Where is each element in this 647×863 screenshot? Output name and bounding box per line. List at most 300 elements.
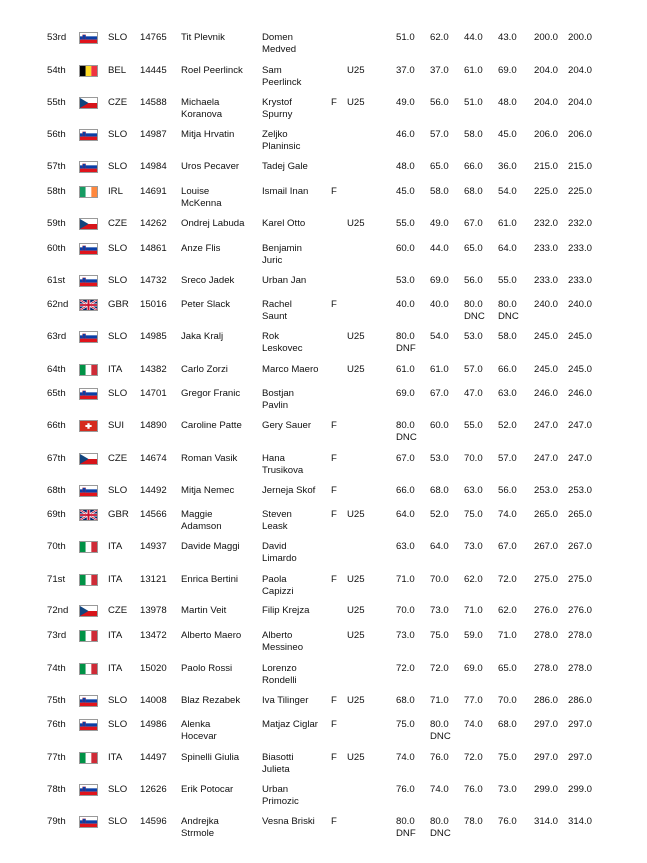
text-line: 69.0 — [430, 275, 449, 286]
text-line: 52.0 — [498, 420, 517, 431]
race-3-score — [464, 420, 483, 432]
text-line: Lorenzo — [262, 663, 297, 674]
race-4-score — [498, 65, 517, 77]
text-line: Pavlin — [262, 400, 289, 411]
nation-code: CZE — [108, 453, 128, 464]
nation-code: GBR — [108, 299, 129, 310]
race-3-score — [464, 605, 483, 617]
text-line: DNC — [498, 311, 519, 322]
race-2-score — [430, 420, 449, 432]
helm-name — [181, 32, 225, 44]
net-score: 267.0 — [568, 541, 593, 552]
text-line: Adamson — [181, 521, 222, 532]
text-line: 43.0 — [498, 32, 517, 43]
crew-name — [262, 32, 296, 56]
race-1-score — [396, 275, 415, 287]
race-2-score — [430, 388, 449, 400]
nation-code: CZE — [108, 605, 128, 616]
text-line: 62.0 — [498, 605, 517, 616]
text-line: Davide Maggi — [181, 541, 240, 552]
race-1-score — [396, 161, 415, 173]
text-line: 70.0 — [464, 453, 483, 464]
race-1-score — [396, 97, 415, 109]
rank-cell: 64th — [47, 364, 66, 375]
text-line: Rok — [262, 331, 280, 342]
sail-number: 14701 — [140, 388, 167, 399]
net-score: 245.0 — [568, 364, 593, 375]
u25-flag: U25 — [347, 509, 365, 520]
text-line: Ondrej Labuda — [181, 218, 245, 229]
text-line: 73.0 — [396, 630, 415, 641]
text-line: Spurny — [262, 109, 293, 120]
nation-code: SLO — [108, 719, 128, 730]
text-line: Benjamin — [262, 243, 302, 254]
text-line: 55.0 — [464, 420, 483, 431]
helm-name — [181, 695, 240, 707]
rank-cell: 72nd — [47, 605, 69, 616]
rank-cell: 69th — [47, 509, 66, 520]
slo-flag — [79, 243, 98, 255]
race-3-score — [464, 364, 483, 376]
total-score: 278.0 — [534, 630, 559, 641]
sail-number: 14890 — [140, 420, 167, 431]
text-line: Alberto Maero — [181, 630, 242, 641]
text-line: Jerneja Skof — [262, 485, 316, 496]
net-score: 232.0 — [568, 218, 593, 229]
race-1-score — [396, 509, 415, 521]
sail-number: 14691 — [140, 186, 167, 197]
text-line: 80.0 — [430, 816, 449, 827]
race-1-score — [396, 485, 415, 497]
ita-flag — [79, 364, 98, 376]
rank-cell: 76th — [47, 719, 66, 730]
text-line: 70.0 — [430, 574, 449, 585]
race-4-score — [498, 752, 517, 764]
net-score: 240.0 — [568, 299, 593, 310]
crew-name — [262, 331, 303, 355]
race-4-score — [498, 275, 517, 287]
crew-name — [262, 388, 294, 412]
net-score: 215.0 — [568, 161, 593, 172]
race-3-score — [464, 485, 483, 497]
crew-name — [262, 65, 301, 89]
crew-name — [262, 243, 302, 267]
text-line: 62.0 — [430, 32, 449, 43]
text-line: 73.0 — [498, 784, 517, 795]
net-score: 297.0 — [568, 719, 593, 730]
helm-name — [181, 574, 238, 586]
race-3-score — [464, 663, 483, 675]
text-line: 48.0 — [498, 97, 517, 108]
nation-code: SLO — [108, 32, 128, 43]
race-3-score — [464, 243, 483, 255]
crew-name — [262, 275, 306, 287]
helm-name — [181, 663, 232, 675]
sail-number: 14566 — [140, 509, 167, 520]
text-line: 57.0 — [464, 364, 483, 375]
net-score: 299.0 — [568, 784, 593, 795]
rank-cell: 73rd — [47, 630, 67, 641]
crew-name — [262, 129, 300, 153]
race-1-score — [396, 364, 415, 376]
total-score: 225.0 — [534, 186, 559, 197]
race-4-score — [498, 453, 517, 465]
nation-code: SLO — [108, 784, 128, 795]
text-line: Peerlinck — [262, 77, 302, 88]
total-score: 253.0 — [534, 485, 559, 496]
text-line: 57.0 — [498, 453, 517, 464]
crew-name — [262, 97, 292, 121]
sail-number: 14732 — [140, 275, 167, 286]
text-line: 52.0 — [430, 509, 449, 520]
sail-number: 14861 — [140, 243, 167, 254]
text-line: Urban Jan — [262, 275, 307, 286]
text-line: 58.0 — [464, 129, 483, 140]
race-1-score — [396, 695, 415, 707]
female-flag: F — [331, 186, 337, 197]
text-line: Koranova — [181, 109, 223, 120]
text-line: 67.0 — [498, 541, 517, 552]
text-line: 73.0 — [464, 541, 483, 552]
net-score: 245.0 — [568, 331, 593, 342]
net-score: 204.0 — [568, 65, 593, 76]
nation-code: SLO — [108, 816, 128, 827]
net-score: 297.0 — [568, 752, 593, 763]
race-2-score — [430, 630, 449, 642]
slo-flag — [79, 388, 98, 400]
race-2-score — [430, 784, 449, 796]
text-line: 66.0 — [396, 485, 415, 496]
text-line: 40.0 — [396, 299, 415, 310]
race-1-score — [396, 663, 415, 675]
text-line: Paola — [262, 574, 287, 585]
text-line: Peter Slack — [181, 299, 231, 310]
cze-flag — [79, 605, 98, 617]
rank-cell: 67th — [47, 453, 66, 464]
female-flag: F — [331, 752, 337, 763]
text-line: Limardo — [262, 553, 297, 564]
sail-number: 13121 — [140, 574, 167, 585]
slo-flag — [79, 695, 98, 707]
cze-flag — [79, 453, 98, 465]
total-score: 204.0 — [534, 65, 559, 76]
helm-name — [181, 186, 222, 210]
text-line: Biasotti — [262, 752, 294, 763]
text-line: DNC — [396, 432, 417, 443]
total-score: 297.0 — [534, 719, 559, 730]
race-2-score — [430, 695, 449, 707]
crew-name — [262, 161, 308, 173]
text-line: Hana — [262, 453, 285, 464]
crew-name — [262, 509, 292, 533]
race-3-score — [464, 509, 483, 521]
text-line: 48.0 — [396, 161, 415, 172]
race-2-score — [430, 541, 449, 553]
crew-name — [262, 605, 309, 617]
total-score: 275.0 — [534, 574, 559, 585]
race-1-score — [396, 752, 415, 764]
race-1-score — [396, 65, 415, 77]
text-line: 56.0 — [464, 275, 483, 286]
ita-flag — [79, 630, 98, 642]
ita-flag — [79, 752, 98, 764]
rank-cell: 79th — [47, 816, 66, 827]
text-line: 37.0 — [430, 65, 449, 76]
text-line: 73.0 — [430, 605, 449, 616]
text-line: 63.0 — [396, 541, 415, 552]
text-line: Sam — [262, 65, 282, 76]
text-line: 65.0 — [464, 243, 483, 254]
race-2-score — [430, 752, 449, 764]
nation-code: SLO — [108, 161, 128, 172]
nation-code: GBR — [108, 509, 129, 520]
nation-code: ITA — [108, 663, 123, 674]
helm-name — [181, 97, 222, 121]
u25-flag: U25 — [347, 695, 365, 706]
nation-code: SLO — [108, 243, 128, 254]
race-2-score — [430, 243, 449, 255]
text-line: Andrejka — [181, 816, 219, 827]
text-line: 80.0 — [464, 299, 483, 310]
helm-name — [181, 453, 237, 465]
text-line: 44.0 — [430, 243, 449, 254]
text-line: Bostjan — [262, 388, 294, 399]
net-score: 286.0 — [568, 695, 593, 706]
race-4-score — [498, 32, 517, 44]
text-line: 68.0 — [464, 186, 483, 197]
race-3-score — [464, 630, 483, 642]
net-score: 233.0 — [568, 275, 593, 286]
race-4-score — [498, 719, 517, 731]
text-line: 72.0 — [464, 752, 483, 763]
text-line: 61.0 — [498, 218, 517, 229]
race-4-score — [498, 420, 517, 432]
text-line: 64.0 — [498, 243, 517, 254]
text-line: Paolo Rossi — [181, 663, 233, 674]
race-3-score — [464, 388, 483, 400]
rank-cell: 60th — [47, 243, 66, 254]
text-line: DNC — [430, 731, 451, 742]
text-line: Rondelli — [262, 675, 297, 686]
net-score: 200.0 — [568, 32, 593, 43]
helm-name — [181, 65, 243, 77]
text-line: DNF — [396, 828, 416, 839]
u25-flag: U25 — [347, 574, 365, 585]
female-flag: F — [331, 509, 337, 520]
race-3-score — [464, 784, 483, 796]
text-line: 47.0 — [464, 388, 483, 399]
race-1-score — [396, 186, 415, 198]
helm-name — [181, 299, 230, 311]
text-line: 76.0 — [464, 784, 483, 795]
text-line: Julieta — [262, 764, 290, 775]
nation-code: ITA — [108, 630, 123, 641]
irl-flag — [79, 186, 98, 198]
race-1-score — [396, 420, 417, 444]
race-4-score — [498, 574, 517, 586]
race-4-score — [498, 541, 517, 553]
text-line: 80.0 — [396, 816, 415, 827]
text-line: 70.0 — [498, 695, 517, 706]
text-line: Iva Tilinger — [262, 695, 309, 706]
nation-code: SLO — [108, 129, 128, 140]
race-4-score — [498, 331, 517, 343]
text-line: 66.0 — [498, 364, 517, 375]
helm-name — [181, 243, 220, 255]
text-line: Carlo Zorzi — [181, 364, 228, 375]
text-line: 60.0 — [396, 243, 415, 254]
text-line: 78.0 — [464, 816, 483, 827]
race-4-score — [498, 186, 517, 198]
sail-number: 14937 — [140, 541, 167, 552]
text-line: 64.0 — [430, 541, 449, 552]
race-4-score — [498, 218, 517, 230]
u25-flag: U25 — [347, 752, 365, 763]
text-line: Roman Vasik — [181, 453, 238, 464]
race-3-score — [464, 65, 483, 77]
text-line: 40.0 — [430, 299, 449, 310]
race-3-score — [464, 453, 483, 465]
slo-flag — [79, 485, 98, 497]
rank-cell: 78th — [47, 784, 66, 795]
helm-name — [181, 605, 226, 617]
text-line: Tadej Gale — [262, 161, 308, 172]
total-score: 299.0 — [534, 784, 559, 795]
race-3-score — [464, 161, 483, 173]
helm-name — [181, 129, 234, 141]
female-flag: F — [331, 574, 337, 585]
text-line: Sreco Jadek — [181, 275, 235, 286]
nation-code: IRL — [108, 186, 123, 197]
u25-flag: U25 — [347, 630, 365, 641]
slo-flag — [79, 161, 98, 173]
net-score: 275.0 — [568, 574, 593, 585]
text-line: 74.0 — [498, 509, 517, 520]
race-2-score — [430, 186, 449, 198]
text-line: 77.0 — [464, 695, 483, 706]
u25-flag: U25 — [347, 605, 365, 616]
sail-number: 14262 — [140, 218, 167, 229]
rank-cell: 65th — [47, 388, 66, 399]
total-score: 247.0 — [534, 453, 559, 464]
helm-name — [181, 816, 219, 840]
nation-code: BEL — [108, 65, 127, 76]
total-score: 233.0 — [534, 275, 559, 286]
female-flag: F — [331, 719, 337, 730]
sail-number: 14008 — [140, 695, 167, 706]
rank-cell: 77th — [47, 752, 66, 763]
race-2-score — [430, 364, 449, 376]
helm-name — [181, 275, 234, 287]
text-line: 71.0 — [464, 605, 483, 616]
text-line: Strmole — [181, 828, 215, 839]
text-line: Saunt — [262, 311, 288, 322]
text-line: 63.0 — [498, 388, 517, 399]
text-line: Rachel — [262, 299, 292, 310]
female-flag: F — [331, 420, 337, 431]
race-1-score — [396, 784, 415, 796]
text-line: 80.0 — [396, 420, 415, 431]
text-line: Gregor Franic — [181, 388, 241, 399]
race-4-score — [498, 784, 517, 796]
total-score: 247.0 — [534, 420, 559, 431]
nation-code: SLO — [108, 388, 128, 399]
race-2-score — [430, 331, 449, 343]
text-line: Caroline Patte — [181, 420, 242, 431]
race-3-score — [464, 186, 483, 198]
net-score: 247.0 — [568, 420, 593, 431]
race-1-score — [396, 218, 415, 230]
text-line: 46.0 — [396, 129, 415, 140]
text-line: 72.0 — [498, 574, 517, 585]
text-line: Capizzi — [262, 586, 294, 597]
rank-cell: 56th — [47, 129, 66, 140]
text-line: Messineo — [262, 642, 304, 653]
text-line: 49.0 — [396, 97, 415, 108]
helm-name — [181, 719, 217, 743]
female-flag: F — [331, 816, 337, 827]
nation-code: SLO — [108, 275, 128, 286]
bel-flag — [79, 65, 98, 77]
race-1-score — [396, 299, 415, 311]
sail-number: 12626 — [140, 784, 167, 795]
helm-name — [181, 364, 228, 376]
text-line: DNF — [396, 343, 416, 354]
text-line: Mitja Hrvatin — [181, 129, 235, 140]
total-score: 215.0 — [534, 161, 559, 172]
race-4-score — [498, 509, 517, 521]
text-line: 62.0 — [464, 574, 483, 585]
text-line: DNC — [430, 828, 451, 839]
text-line: Alenka — [181, 719, 211, 730]
race-2-score — [430, 129, 449, 141]
text-line: Erik Potocar — [181, 784, 234, 795]
total-score: 265.0 — [534, 509, 559, 520]
cze-flag — [79, 218, 98, 230]
text-line: Planinsic — [262, 141, 301, 152]
race-2-score — [430, 605, 449, 617]
race-1-score — [396, 605, 415, 617]
text-line: 36.0 — [498, 161, 517, 172]
ita-flag — [79, 541, 98, 553]
helm-name — [181, 752, 239, 764]
race-1-score — [396, 388, 415, 400]
slo-flag — [79, 719, 98, 731]
text-line: McKenna — [181, 198, 222, 209]
crew-name — [262, 541, 297, 565]
sail-number: 13978 — [140, 605, 167, 616]
text-line: 55.0 — [498, 275, 517, 286]
text-line: 69.0 — [396, 388, 415, 399]
text-line: Maggie — [181, 509, 213, 520]
helm-name — [181, 420, 242, 432]
total-score: 278.0 — [534, 663, 559, 674]
female-flag: F — [331, 97, 337, 108]
u25-flag: U25 — [347, 97, 365, 108]
text-line: 76.0 — [430, 752, 449, 763]
text-line: 53.0 — [430, 453, 449, 464]
race-2-score — [430, 816, 451, 840]
female-flag: F — [331, 299, 337, 310]
crew-name — [262, 816, 315, 828]
text-line: 49.0 — [430, 218, 449, 229]
text-line: 58.0 — [430, 186, 449, 197]
text-line: 65.0 — [498, 663, 517, 674]
rank-cell: 53rd — [47, 32, 67, 43]
rank-cell: 66th — [47, 420, 66, 431]
slo-flag — [79, 784, 98, 796]
race-3-score — [464, 129, 483, 141]
